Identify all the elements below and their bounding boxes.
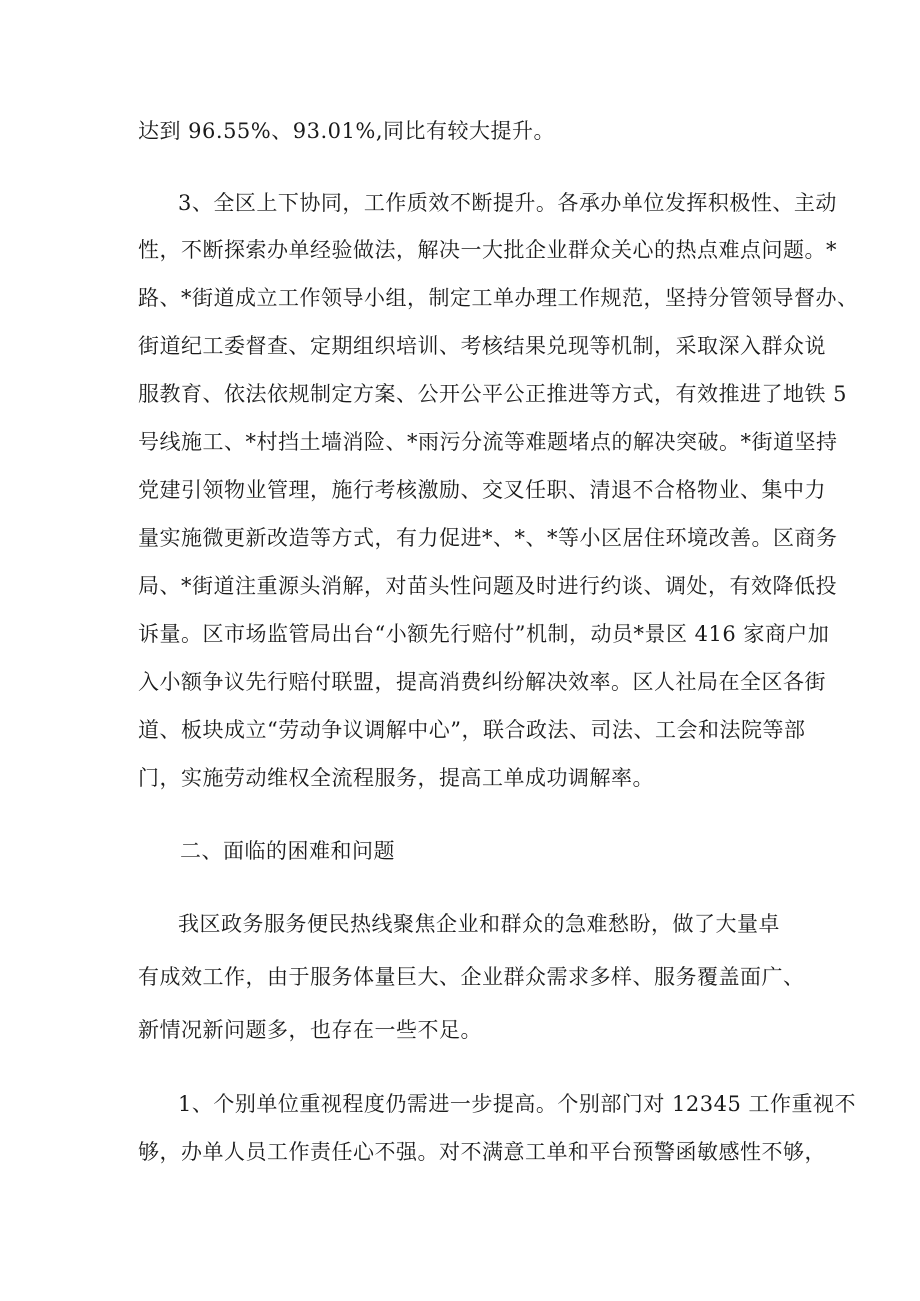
paragraph-line: 门，实施劳动维权全流程服务，提高工单成功调解率。: [138, 766, 654, 790]
paragraph-line: 号线施工、*村挡土墙消险、*雨污分流等难题堵点的解决突破。*街道坚持: [138, 430, 838, 454]
paragraph-line: 服教育、依法依规制定方案、公开公平公正推进等方式，有效推进了地铁 5: [138, 382, 848, 406]
paragraph-line: 新情况新问题多，也存在一些不足。: [138, 1018, 482, 1042]
paragraph-line: 有成效工作，由于服务体量巨大、企业群众需求多样、服务覆盖面广、: [138, 965, 805, 989]
paragraph-line: 诉量。区市场监管局出台“小额先行赔付”机制，动员*景区 416 家商户加: [138, 622, 830, 646]
paragraph-line: 量实施微更新改造等方式，有力促进*、*、*等小区居住环境改善。区商务: [138, 526, 838, 550]
paragraph-line: 性，不断探索办单经验做法，解决一大批企业群众关心的热点难点问题。*: [138, 238, 837, 262]
section-heading: 二、面临的困难和问题: [180, 839, 395, 863]
paragraph-line: 我区政务服务便民热线聚焦企业和群众的急难愁盼，做了大量卓: [178, 912, 780, 936]
paragraph-line: 街道纪工委督查、定期组织培训、考核结果兑现等机制，采取深入群众说: [138, 334, 826, 358]
paragraph-line: 道、板块成立“劳动争议调解中心”，联合政法、司法、工会和法院等部: [138, 718, 806, 742]
paragraph-line: 1、个别单位重视程度仍需进一步提高。个别部门对 12345 工作重视不: [178, 1092, 857, 1116]
paragraph-line: 够，办单人员工作责任心不强。对不满意工单和平台预警函敏感性不够，: [138, 1140, 826, 1164]
paragraph-line: 局、*街道注重源头消解，对苗头性问题及时进行约谈、调处，有效降低投: [138, 574, 837, 598]
paragraph-line: 入小额争议先行赔付联盟，提高消费纠纷解决效率。区人社局在全区各街: [138, 670, 826, 694]
paragraph-line: 路、*街道成立工作领导小组，制定工单办理工作规范，坚持分管领导督办、: [138, 286, 859, 310]
paragraph-line: 3、全区上下协同，工作质效不断提升。各承办单位发挥积极性、主动: [178, 191, 837, 215]
paragraph-line: 达到 96.55%、93.01%,同比有较大提升。: [138, 119, 555, 143]
paragraph-line: 党建引领物业管理，施行考核激励、交叉任职、清退不合格物业、集中力: [138, 478, 826, 502]
